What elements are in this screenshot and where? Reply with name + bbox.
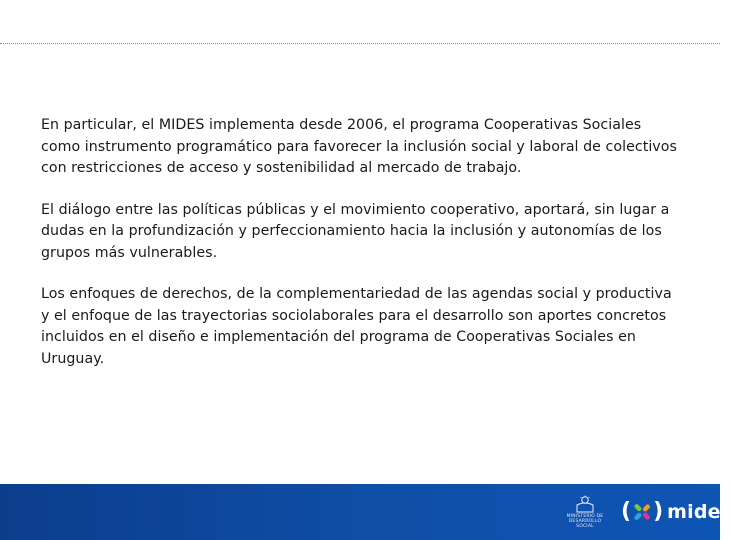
mides-wordmark: mides	[667, 501, 732, 523]
mides-logo	[621, 498, 732, 526]
paragraph-1: En particular, el MIDES implementa desde 2006, el programa Cooperativas Sociales como instrumento programático para favorecer la inclusión social y laboral de colectivos con restricciones de acceso y sostenibilidad al mercado de trabajo.	[41, 117, 677, 176]
ministry-crest-icon	[574, 495, 596, 513]
mides-mark-icon	[632, 502, 652, 522]
footer-bar	[0, 484, 732, 540]
body-text	[41, 115, 681, 390]
paragraph-2: El diálogo entre las políticas públicas y el movimiento cooperativo, aportará, sin lugar a dudas en la profundización y perfeccionamiento hacia la inclusión y autonomías de los grupos más vulnerables.	[41, 201, 670, 261]
logo-close-paren: )	[653, 499, 664, 524]
ministry-line-2: DESARROLLO SOCIAL	[568, 519, 602, 529]
ministry-line-1: MINISTERIO DE	[566, 514, 604, 519]
top-divider	[0, 43, 720, 44]
ministry-logo	[560, 495, 610, 535]
paragraph-3: Los enfoques de derechos, de la complementariedad de las agendas social y productiva y el enfoque de las trayectorias sociolaborales para el desarrollo son aportes concretos incluidos en el diseño e implementación del programa de Cooperativas Sociales en Uruguay.	[41, 286, 672, 367]
logo-open-paren: (	[621, 499, 632, 524]
